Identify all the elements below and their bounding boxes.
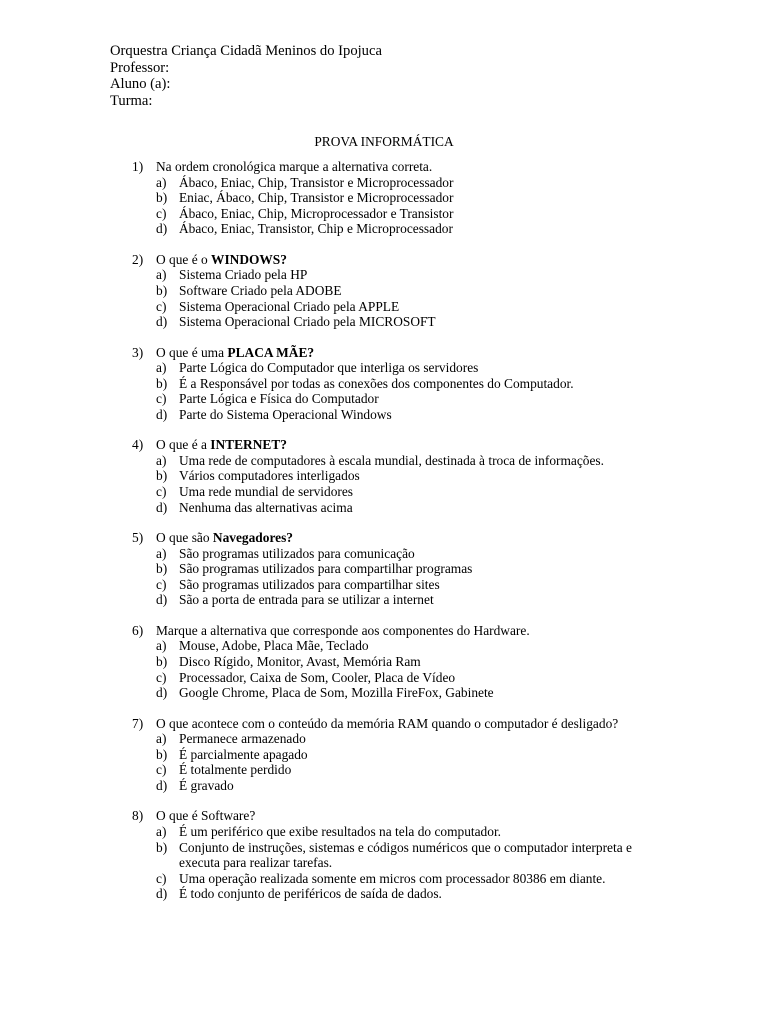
answer-option (156, 871, 672, 887)
option-letter: d) (156, 406, 168, 422)
option-letter: a) (156, 638, 167, 654)
option-text: São programas utilizados para compartilhar sites (179, 576, 440, 592)
option-text: São a porta de entrada para se utilizar a internet (179, 592, 434, 608)
question-line (132, 808, 672, 824)
option-letter: a) (156, 545, 167, 561)
question-prefix: O que é a (156, 437, 211, 453)
question-line (132, 437, 672, 453)
student-field: Aluno (a): (110, 76, 171, 93)
option-text: Parte Lógica do Computador que interliga os servidores (179, 360, 479, 376)
question-8 (132, 808, 672, 902)
option-text: É parcialmente apagado (179, 746, 308, 762)
option-text: Google Chrome, Placa de Som, Mozilla FireFox, Gabinete (179, 685, 494, 701)
professor-field: Professor: (110, 59, 170, 76)
answer-option (156, 314, 672, 330)
option-letter: b) (156, 468, 168, 484)
answer-option (156, 546, 672, 562)
option-letter: c) (156, 870, 167, 886)
answer-option (156, 778, 672, 794)
option-list (156, 731, 672, 793)
option-letter: b) (156, 190, 168, 206)
option-letter: d) (156, 685, 168, 701)
answer-option (156, 283, 672, 299)
option-text: Sistema Criado pela HP (179, 267, 308, 283)
question-3 (132, 345, 672, 423)
answer-option (156, 886, 672, 902)
question-keyword: INTERNET? (210, 437, 287, 453)
answer-option (156, 638, 672, 654)
question-prefix: Na ordem cronológica marque a alternativa correta. (156, 159, 433, 174)
option-text: Eniac, Ábaco, Chip, Transistor e Microprocessador (179, 190, 454, 206)
question-keyword: WINDOWS? (211, 251, 287, 267)
question-text (156, 159, 672, 175)
question-text (156, 530, 672, 546)
exam-title: PROVA INFORMÁTICA (314, 134, 454, 149)
option-letter: d) (156, 499, 168, 515)
option-text: Sistema Operacional Criado pela APPLE (179, 298, 400, 314)
question-6 (132, 623, 672, 701)
answer-option (156, 407, 672, 423)
option-text: Uma rede mundial de servidores (179, 484, 354, 500)
option-text: Ábaco, Eniac, Chip, Microprocessador e Transistor (179, 205, 454, 221)
question-line (132, 716, 672, 732)
document-header (110, 43, 382, 109)
question-number: 7) (132, 715, 144, 731)
question-text (156, 437, 672, 453)
question-line (132, 623, 672, 639)
answer-option (156, 206, 672, 222)
option-letter: c) (156, 576, 167, 592)
answer-option (156, 577, 672, 593)
option-letter: a) (156, 823, 167, 839)
question-text (156, 345, 672, 361)
option-text: Ábaco, Eniac, Transistor, Chip e Microprocessador (179, 221, 453, 237)
option-text: Software Criado pela ADOBE (179, 282, 342, 298)
option-text: Parte do Sistema Operacional Windows (179, 406, 392, 422)
question-line (132, 159, 672, 175)
option-letter: c) (156, 484, 167, 500)
question-1 (132, 159, 672, 237)
answer-option (156, 670, 672, 686)
class-field: Turma: (110, 92, 153, 109)
option-text: Parte Lógica e Física do Computador (179, 391, 379, 407)
option-letter: c) (156, 762, 167, 778)
answer-option (156, 685, 672, 701)
option-letter: a) (156, 267, 167, 283)
question-prefix: O que são (156, 530, 213, 546)
answer-option (156, 175, 672, 191)
answer-option (156, 500, 672, 516)
question-keyword: PLACA MÃE? (227, 344, 315, 360)
option-text: Ábaco, Eniac, Chip, Transistor e Microprocessador (179, 174, 454, 190)
option-text: É gravado (179, 777, 234, 793)
option-list (156, 638, 672, 700)
question-line (132, 252, 672, 268)
answer-option (156, 762, 672, 778)
option-text: É totalmente perdido (179, 762, 292, 778)
question-line (132, 530, 672, 546)
option-text: Vários computadores interligados (179, 468, 360, 484)
question-number: 2) (132, 251, 144, 267)
option-letter: d) (156, 886, 168, 902)
option-list (156, 824, 672, 902)
question-4 (132, 437, 672, 515)
option-list (156, 546, 672, 608)
option-text: Conjunto de instruções, sistemas e códigos numéricos que o computador interpreta e executa para realizar tarefas. (179, 839, 632, 871)
question-number: 3) (132, 344, 144, 360)
question-text (156, 623, 672, 639)
option-text: São programas utilizados para comunicação (179, 545, 415, 561)
option-text: Mouse, Adobe, Placa Mãe, Teclado (179, 638, 369, 654)
option-text: Uma operação realizada somente em micros com processador 80386 em diante. (179, 870, 606, 886)
option-letter: a) (156, 360, 167, 376)
option-list (156, 267, 672, 329)
question-prefix: O que é uma (156, 344, 228, 360)
option-text: É um periférico que exibe resultados na tela do computador. (179, 823, 502, 839)
answer-option (156, 731, 672, 747)
option-letter: a) (156, 731, 167, 747)
option-letter: c) (156, 298, 167, 314)
option-letter: c) (156, 669, 167, 685)
option-letter: d) (156, 221, 168, 237)
question-5 (132, 530, 672, 608)
answer-option (156, 267, 672, 283)
option-text: É a Responsável por todas as conexões dos componentes do Computador. (179, 375, 574, 391)
question-list (132, 159, 672, 917)
option-text: Sistema Operacional Criado pela MICROSOFT (179, 314, 436, 330)
answer-option (156, 561, 672, 577)
answer-option (156, 484, 672, 500)
answer-option (156, 747, 672, 763)
option-letter: b) (156, 282, 168, 298)
option-list (156, 453, 672, 515)
option-letter: d) (156, 592, 168, 608)
option-text: Uma rede de computadores à escala mundial, destinada à troca de informações. (179, 452, 604, 468)
question-prefix: O que é o (156, 251, 212, 267)
option-text: Disco Rígido, Monitor, Avast, Memória Ram (179, 654, 421, 670)
option-letter: b) (156, 561, 168, 577)
option-letter: b) (156, 654, 168, 670)
option-letter: a) (156, 452, 167, 468)
option-letter: c) (156, 391, 167, 407)
answer-option (156, 299, 672, 315)
option-text: São programas utilizados para compartilhar programas (179, 561, 473, 577)
answer-option (156, 654, 672, 670)
question-prefix: O que é Software? (156, 808, 256, 824)
option-list (156, 360, 672, 422)
question-text (156, 252, 672, 268)
answer-option (156, 360, 672, 376)
question-number: 1) (132, 159, 144, 174)
option-letter: b) (156, 746, 168, 762)
answer-option (156, 824, 672, 840)
question-prefix: Marque a alternativa que corresponde aos componentes do Hardware. (156, 622, 530, 638)
option-text: Permanece armazenado (179, 731, 306, 747)
option-text: Nenhuma das alternativas acima (179, 499, 353, 515)
answer-option (156, 376, 672, 392)
option-list (156, 175, 672, 237)
answer-option (156, 221, 672, 237)
answer-option (156, 190, 672, 206)
option-letter: d) (156, 314, 168, 330)
question-keyword: Navegadores? (212, 530, 293, 546)
question-number: 6) (132, 622, 144, 638)
answer-option (156, 468, 672, 484)
option-letter: b) (156, 839, 168, 855)
question-number: 4) (132, 437, 144, 453)
option-letter: d) (156, 777, 168, 793)
question-number: 8) (132, 808, 144, 824)
answer-option (156, 453, 672, 469)
question-2 (132, 252, 672, 330)
option-text: Processador, Caixa de Som, Cooler, Placa de Vídeo (179, 669, 456, 685)
option-letter: b) (156, 375, 168, 391)
option-letter: a) (156, 174, 167, 190)
answer-option (156, 592, 672, 608)
question-number: 5) (132, 530, 144, 546)
question-prefix: O que acontece com o conteúdo da memória RAM quando o computador é desligado? (156, 715, 619, 731)
answer-option (156, 391, 672, 407)
answer-option (156, 840, 672, 871)
option-letter: c) (156, 205, 167, 221)
question-7 (132, 716, 672, 794)
question-line (132, 345, 672, 361)
question-text (156, 808, 672, 824)
school-name: Orquestra Criança Cidadã Meninos do Ipojuca (110, 43, 382, 59)
question-text (156, 716, 672, 732)
option-text: É todo conjunto de periféricos de saída de dados. (179, 886, 442, 902)
